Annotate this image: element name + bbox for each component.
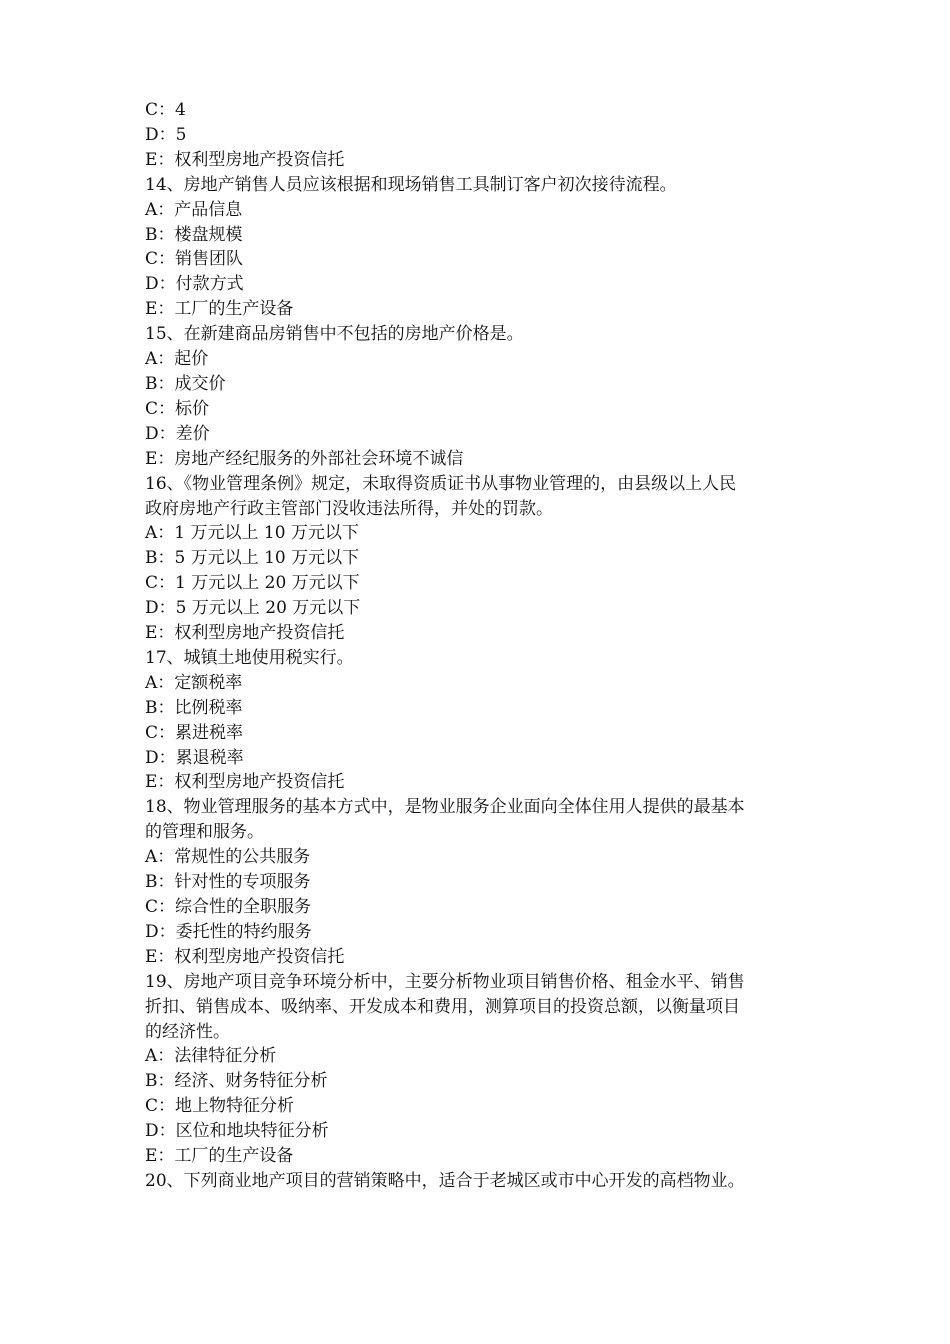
question-line: 19、房地产项目竞争环境分析中，主要分析物业项目销售价格、租金水平、销售: [145, 971, 745, 992]
option-line: D：5: [145, 124, 187, 145]
option-line: E：房地产经纪服务的外部社会环境不诚信: [145, 448, 464, 469]
option-line: B：比例税率: [145, 697, 243, 718]
option-line: A：法律特征分析: [145, 1046, 277, 1067]
question-line: 20、下列商业地产项目的营销策略中，适合于老城区或市中心开发的高档物业。: [145, 1170, 745, 1191]
question-line-continued: 的经济性。: [145, 1021, 230, 1042]
option-line: E：权利型房地产投资信托: [145, 946, 345, 967]
option-line: C：地上物特征分析: [145, 1096, 295, 1117]
option-line: C：销售团队: [145, 249, 244, 270]
option-line: E：工厂的生产设备: [145, 299, 294, 320]
question-line-continued: 的管理和服务。: [145, 822, 264, 843]
option-line: A：定额税率: [145, 672, 243, 693]
option-line: D：区位和地块特征分析: [145, 1121, 329, 1142]
option-line: E：权利型房地产投资信托: [145, 772, 345, 793]
question-line: 18、物业管理服务的基本方式中，是物业服务企业面向全体住用人提供的最基本: [145, 797, 745, 818]
option-line: C：综合性的全职服务: [145, 897, 312, 917]
option-line: A：常规性的公共服务: [145, 847, 311, 868]
option-line: B：成交价: [145, 373, 226, 394]
option-line: D：委托性的特约服务: [145, 921, 312, 942]
option-line: A：1 万元以上 10 万元以下: [145, 523, 359, 544]
question-line: 17、城镇土地使用税实行。: [145, 647, 354, 668]
question-line: 15、在新建商品房销售中不包括的房地产价格是。: [145, 324, 524, 345]
option-line: A：产品信息: [145, 199, 243, 220]
option-line: E：工厂的生产设备: [145, 1146, 294, 1167]
option-line: C：累进税率: [145, 722, 244, 743]
option-line: C：标价: [145, 398, 210, 419]
option-line: B：5 万元以上 10 万元以下: [145, 548, 360, 569]
option-line: B：楼盘规模: [145, 224, 243, 245]
option-line: C：1 万元以上 20 万元以下: [145, 573, 360, 594]
document-body: [145, 98, 815, 1194]
option-line: A：起价: [145, 349, 209, 370]
question-line: 14、房地产销售人员应该根据和现场销售工具制订客户初次接待流程。: [145, 174, 677, 195]
question-line-continued: 政府房地产行政主管部门没收违法所得，并处的罚款。: [145, 498, 553, 519]
option-line: D：差价: [145, 423, 210, 444]
option-line: E：权利型房地产投资信托: [145, 623, 345, 644]
option-line: D：累退税率: [145, 747, 244, 768]
option-line: B：针对性的专项服务: [145, 872, 311, 893]
option-line: D：5 万元以上 20 万元以下: [145, 598, 361, 619]
question-line: 16、《物业管理条例》规定，未取得资质证书从事物业管理的，由县级以上人民: [145, 473, 737, 494]
option-line: C：4: [145, 100, 186, 120]
option-line: D：付款方式: [145, 274, 244, 295]
question-line-continued: 折扣、销售成本、吸纳率、开发成本和费用，测算项目的投资总额，以衡量项目: [145, 996, 740, 1017]
option-line: E：权利型房地产投资信托: [145, 149, 345, 170]
option-line: B：经济、财务特征分析: [145, 1071, 328, 1092]
